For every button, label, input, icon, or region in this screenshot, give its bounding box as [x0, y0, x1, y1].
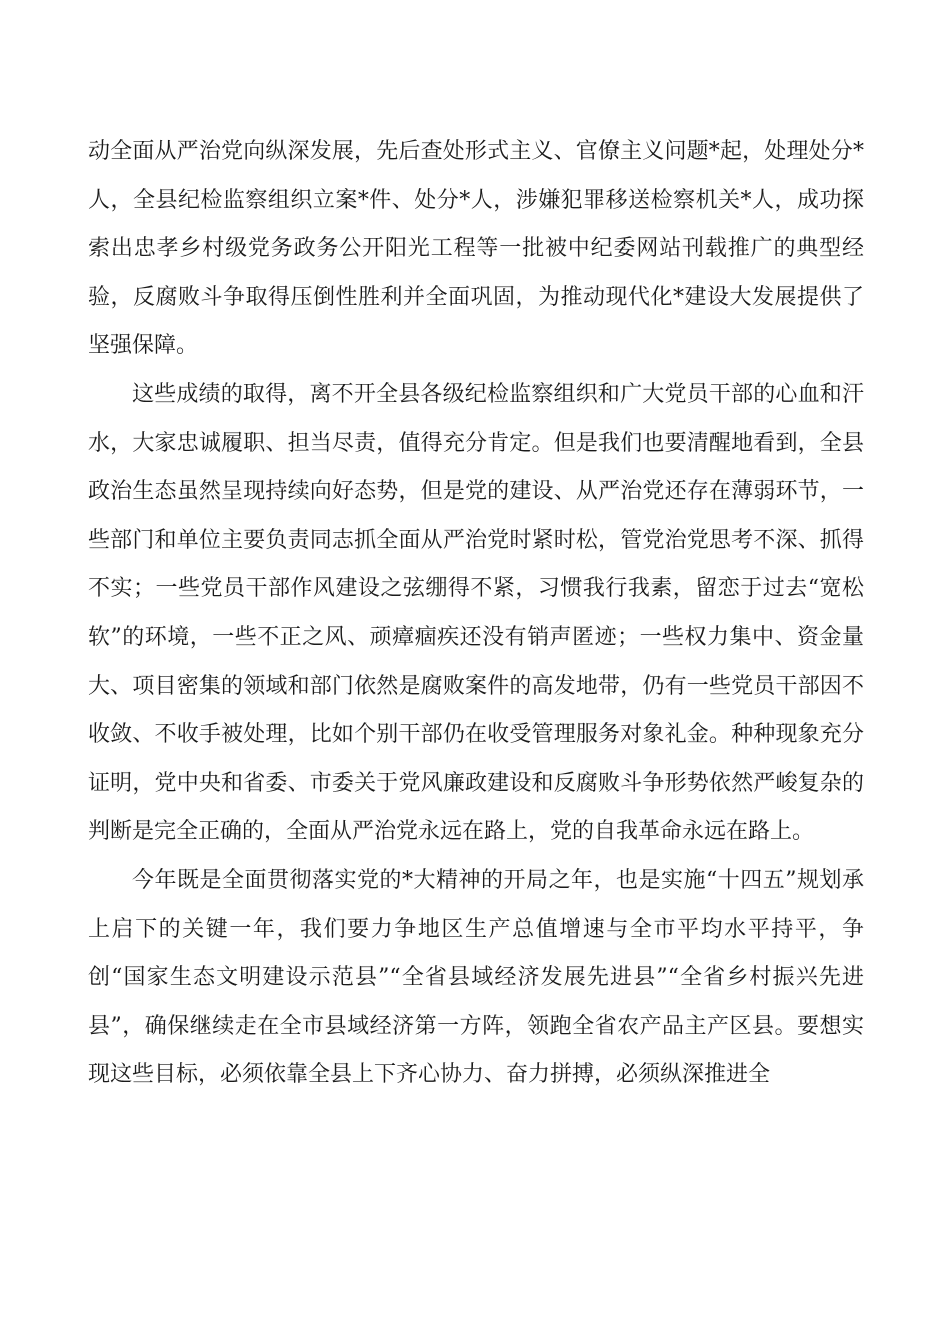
paragraph-2: 这些成绩的取得，离不开全县各级纪检监察组织和广大党员干部的心血和汗水，大家忠诚履职、担当尽责，值得充分肯定。但是我们也要清醒地看到，全县政治生态虽然呈现持续向好态势，但是党的建设、从严治党还存在薄弱环节，一些部门和单位主要负责同志抓全面从严治党时紧时松，管党治党思考不深、抓得不实；一些党员干部作风建设之弦绷得不紧，习惯我行我素，留恋于过去“宽松软”的环境，一些不正之风、顽瘴痼疾还没有销声匿迹；一些权力集中、资金量大、项目密集的领域和部门依然是腐败案件的高发地带，仍有一些党员干部因不收敛、不收手被处理，比如个别干部仍在收受管理服务对象礼金。种种现象充分证明，党中央和省委、市委关于党风廉政建设和反腐败斗争形势依然严峻复杂的判断是完全正确的，全面从严治党永远在路上，党的自我革命永远在路上。: [88, 381, 864, 845]
paragraph-3: 今年既是全面贯彻落实党的*大精神的开局之年，也是实施“十四五”规划承上启下的关键一年，我们要力争地区生产总值增速与全市平均水平持平，争创“国家生态文明建设示范县”“全省县域经济发展先进县”“全省乡村振兴先进县”，确保继续走在全市县域经济第一方阵，领跑全省农产品主产区县。要想实现这些目标，必须依靠全县上下齐心协力、奋力拼搏，必须纵深推进全: [88, 867, 864, 1088]
paragraph-1: 动全面从严治党向纵深发展，先后查处形式主义、官僚主义问题*起，处理处分*人，全县纪检监察组织立案*件、处分*人，涉嫌犯罪移送检察机关*人，成功探索出忠孝乡村级党务政务公开阳光工程等一批被中纪委网站刊载推广的典型经验，反腐败斗争取得压倒性胜利并全面巩固，为推动现代化*建设大发展提供了坚强保障。: [88, 139, 864, 359]
document-body: [88, 128, 864, 1100]
